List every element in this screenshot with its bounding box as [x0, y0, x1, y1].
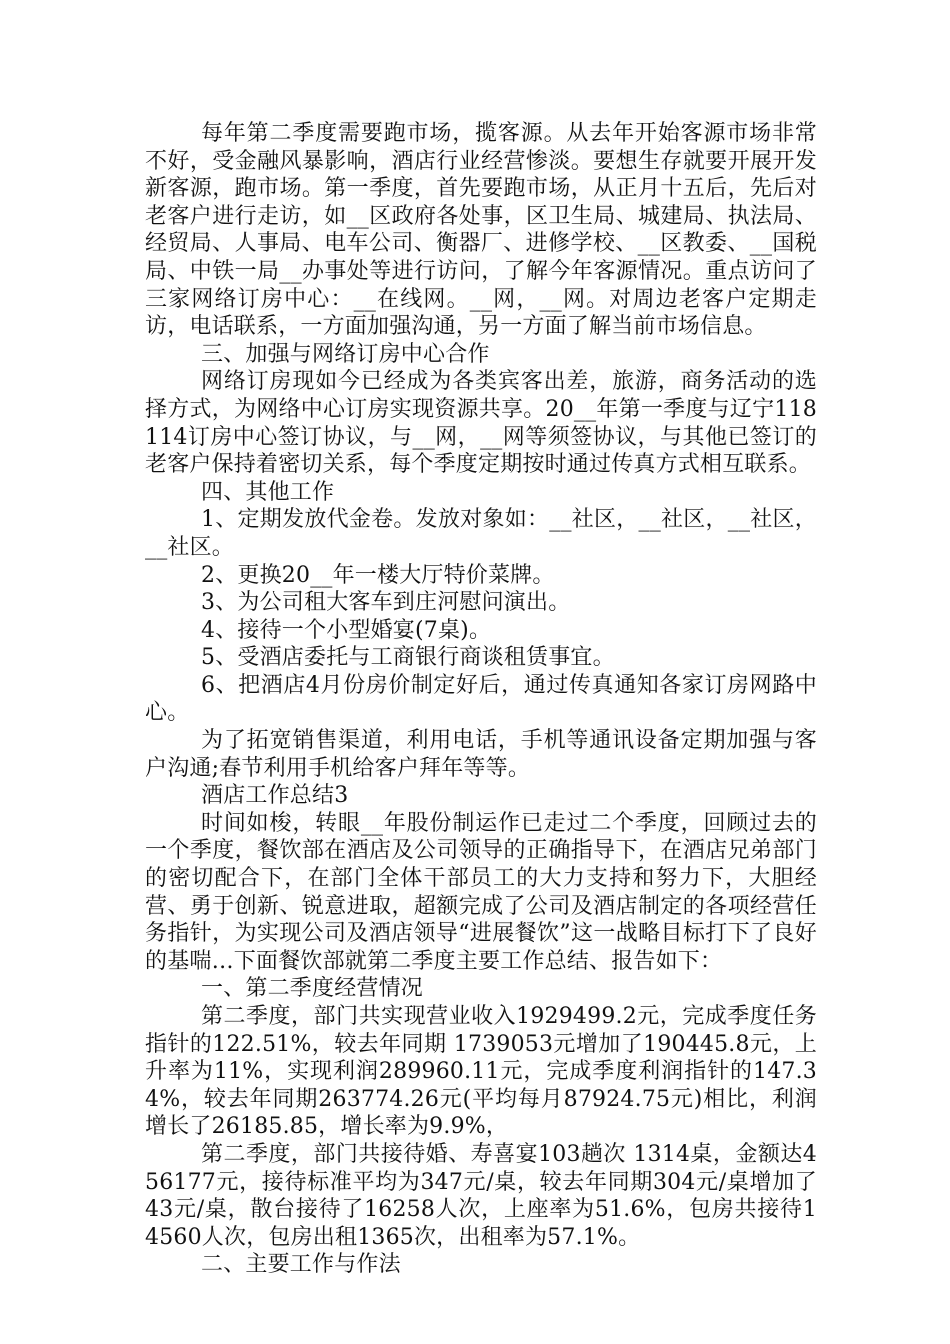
document-body [145, 120, 817, 1279]
document-subtitle: 酒店工作总结3 [201, 783, 349, 809]
list-item-vouchers: 1、定期发放代金卷。发放对象如：__社区，__社区，__社区，__社区。 [145, 507, 817, 560]
paragraph-summary-intro: 时间如梭，转眼__年股份制运作已走过二个季度，回顾过去的一个季度，餐饮部在酒店及公司领导的正确指导下，在酒店兄弟部门的密切配合下，在部门全体干部员工的大力支持和努力下，大胆经营、勇于创新、锐意进取，超额完成了公司及酒店制定的各项经营任务指针，为实现公司及酒店领导“进展餐饮”这一战略目标打下了良好的基喘…下面餐饮部就第二季度主要工作总结、报告如下： [145, 810, 817, 974]
list-item-bus-rental: 3、为公司租大客车到庄河慰问演出。 [201, 590, 571, 616]
paragraph-banquets: 第二季度，部门共接待婚、寿喜宴103趟次 1314桌，金额达456177元，接待标准平均为347元/桌，较去年同期304元/桌增加了43元/桌，散台接待了16258人次，上座率为51.6%，包房共接待14560人次，包房出租1365次，出租率为57.1%。 [145, 1141, 817, 1250]
section-heading-online-booking: 三、加强与网络订房中心合作 [201, 341, 490, 367]
paragraph-online-booking: 网络订房现如今已经成为各类宾客出差，旅游，商务活动的选择方式，为网络中心订房实现资源共享。20__年第一季度与辽宁118114订房中心签订协议，与__网，__网等须签协议，与其他已签订的老客户保持着密切关系，每个季度定期按时通过传真方式相互联系。 [145, 369, 817, 478]
paragraph-sales-channels: 为了拓宽销售渠道，利用电话，手机等通讯设备定期加强与客户沟通;春节利用手机给客户拜年等等。 [145, 728, 817, 781]
list-item-bank-lease: 5、受酒店委托与工商银行商谈租赁事宜。 [201, 645, 615, 671]
list-item-room-rates: 6、把酒店4月份房价制定好后，通过传真通知各家订房网路中心。 [145, 672, 817, 726]
section-heading-other-work: 四、其他工作 [201, 479, 335, 505]
section-heading-operations: 一、第二季度经营情况 [201, 976, 424, 1002]
list-item-wedding: 4、接待一个小型婚宴(7桌)。 [201, 617, 492, 643]
paragraph-revenue: 第二季度，部门共实现营业收入1929499.2元，完成季度任务指针的122.51%，较去年同期 1739053元增加了190445.8元，上升率为11%，实现利润289960.11元，完成季度利润指针的147.34%，较去年同期263774.26元(平均每月87924.75元)相比，利润增长了26185.85，增长率为9.9%， [145, 1004, 817, 1140]
list-item-menu-board: 2、更换20__年一楼大厅特价菜牌。 [201, 562, 555, 588]
section-heading-main-work: 二、主要工作与作法 [201, 1252, 401, 1278]
paragraph-market-visits: 每年第二季度需要跑市场，揽客源。从去年开始客源市场非常不好，受金融风暴影响，酒店行业经营惨淡。要想生存就要开展开发新客源，跑市场。第一季度，首先要跑市场，从正月十五后，先后对老客户进行走访，如__区政府各处事，区卫生局、城建局、执法局、经贸局、人事局、电车公司、衡器厂、进修学校、__区教委、__国税局、中铁一局__办事处等进行访问，了解今年客源情况。重点访问了三家网络订房中心：__在线网。__网，__网。对周边老客户定期走访，电话联系，一方面加强沟通，另一方面了解当前市场信息。 [145, 121, 817, 340]
